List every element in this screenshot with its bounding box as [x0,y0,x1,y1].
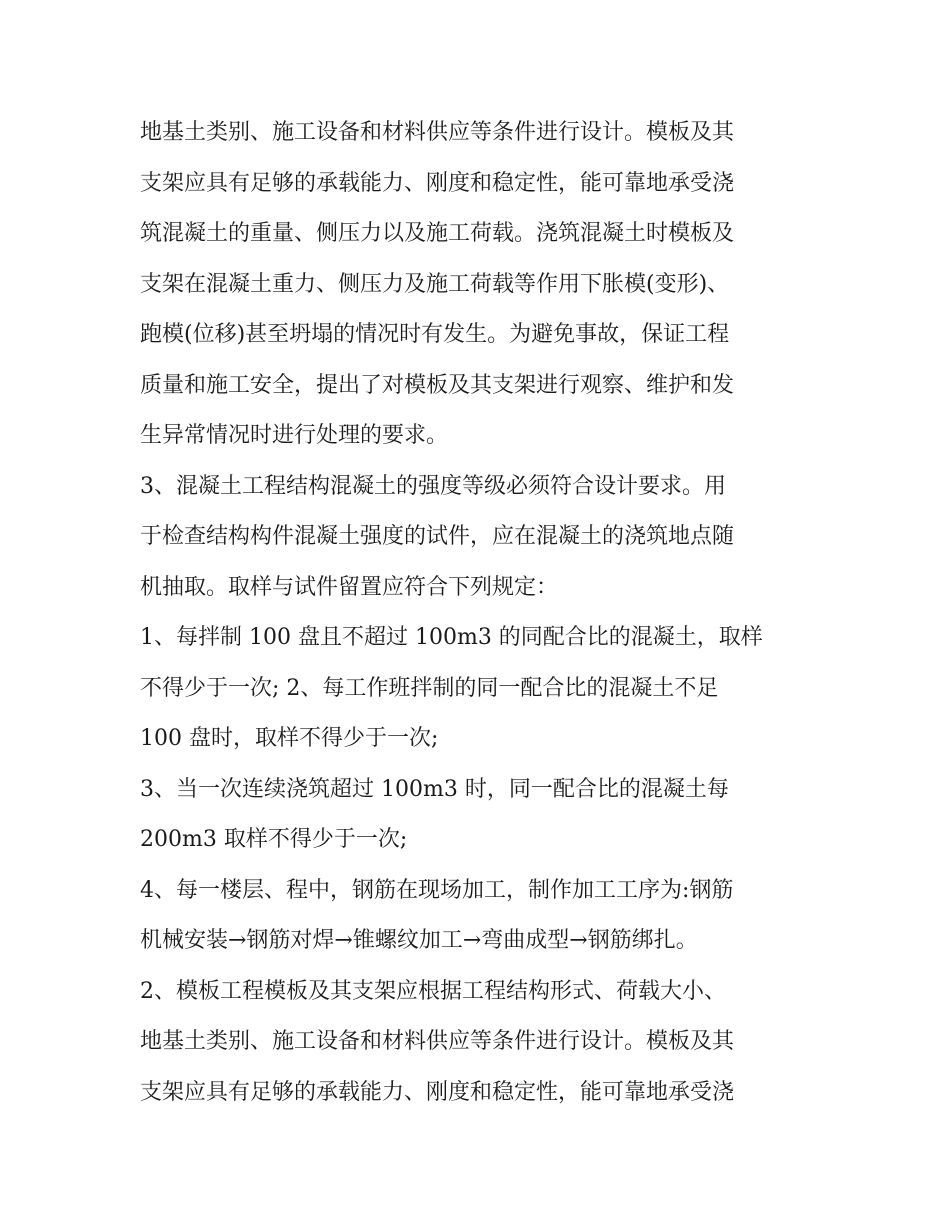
text-line: 机械安装→钢筋对焊→锥螺纹加工→弯曲成型→钢筋绑扎。 [140,928,698,953]
text-line: 支架应具有足够的承载能力、刚度和稳定性，能可靠地承受浇 [140,1079,735,1105]
text-line: 3、当一次连续浇筑超过 100m3 时，同一配合比的混凝土每 [140,776,729,802]
text-line: 不得少于一次; 2、每工作班拌制的同一配合比的混凝土不足 [140,675,719,701]
text-line: 地基土类别、施工设备和材料供应等条件进行设计。模板及其 [140,120,735,145]
text-line: 质量和施工安全，提出了对模板及其支架进行观察、维护和发 [140,372,735,398]
text-line: 跑模(位移)甚至坍塌的情况时有发生。为避免事故，保证工程 [140,322,730,347]
text-line: 1、每拌制 100 盘且不超过 100m3 的同配合比的混凝土，取样 [140,625,763,650]
text-line: 机抽取。取样与试件留置应符合下列规定： [140,574,559,600]
text-line: 于检查结构构件混凝土强度的试件，应在混凝土的浇筑地点随 [140,524,735,549]
text-line: 支架应具有足够的承载能力、刚度和稳定性，能可靠地承受浇 [140,170,735,196]
text-line: 100 盘时，取样不得少于一次; [140,726,439,751]
text-line: 支架在混凝土重力、侧压力及施工荷载等作用下胀模(变形)、 [140,271,730,297]
text-line: 生异常情况时进行处理的要求。 [140,423,449,448]
text-line: 地基土类别、施工设备和材料供应等条件进行设计。模板及其 [140,1029,735,1054]
text-line: 2、模板工程模板及其支架应根据工程结构形式、荷载大小、 [140,978,726,1004]
text-line: 4、每一楼层、程中，钢筋在现场加工，制作加工工序为:钢筋 [140,877,734,903]
body-text [140,108,820,1118]
text-line: 筑混凝土的重量、侧压力以及施工荷载。浇筑混凝土时模板及 [140,221,735,246]
text-line: 200m3 取样不得少于一次; [140,827,408,852]
text-line: 3、混凝土工程结构混凝土的强度等级必须符合设计要求。用 [140,473,726,499]
